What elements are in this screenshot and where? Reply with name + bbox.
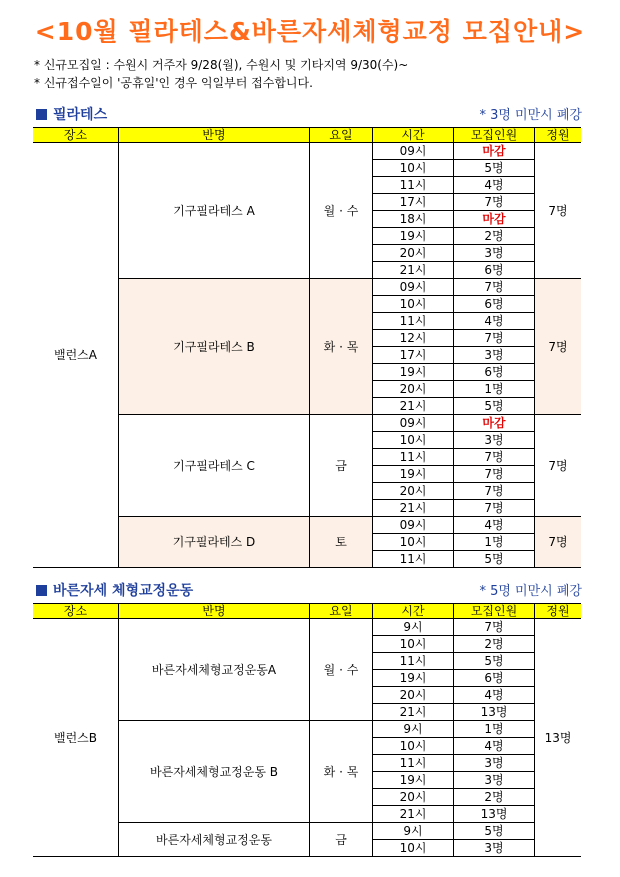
time-cell: 19시 xyxy=(373,364,454,381)
time-cell: 11시 xyxy=(373,177,454,194)
notice-holiday: * 신규접수일이 '공휴일'인 경우 익일부터 접수합니다. xyxy=(34,76,313,90)
enrollment-count-cell: 4명 xyxy=(454,687,535,704)
enrollment-count-cell: 7명 xyxy=(454,279,535,296)
enrollment-count-cell: 4명 xyxy=(454,177,535,194)
class-day-cell: 월 · 수 xyxy=(310,619,373,721)
class-day-cell: 화 · 목 xyxy=(310,721,373,823)
time-cell: 11시 xyxy=(373,551,454,568)
enrollment-count-cell: 2명 xyxy=(454,228,535,245)
enrollment-count-cell: 마감 xyxy=(454,415,535,432)
time-cell: 10시 xyxy=(373,296,454,313)
page-title: <10월 필라테스&바른자세체형교정 모집안내> xyxy=(34,17,586,46)
enrollment-count-cell: 7명 xyxy=(454,330,535,347)
header-row xyxy=(33,604,581,619)
enrollment-count-cell: 5명 xyxy=(454,653,535,670)
header-class: 반명 xyxy=(119,128,310,143)
enrollment-count-cell: 7명 xyxy=(454,449,535,466)
section-title: 필라테스 xyxy=(53,107,108,123)
time-cell: 09시 xyxy=(373,517,454,534)
time-cell: 10시 xyxy=(373,432,454,449)
class-name-cell: 바른자세체형교정운동 xyxy=(119,823,310,857)
header-time: 시간 xyxy=(373,128,454,143)
enrollment-count-cell: 5명 xyxy=(454,160,535,177)
class-day-cell: 화 · 목 xyxy=(310,279,373,415)
enrollment-count-cell: 13명 xyxy=(454,806,535,823)
table-row xyxy=(33,143,581,160)
time-cell: 20시 xyxy=(373,381,454,398)
class-name-cell: 기구필라테스 C xyxy=(119,415,310,517)
enrollment-count-cell: 1명 xyxy=(454,534,535,551)
header-capacity: 정원 xyxy=(535,128,582,143)
enrollment-count-cell: 1명 xyxy=(454,381,535,398)
header-time: 시간 xyxy=(373,604,454,619)
class-name-cell: 기구필라테스 A xyxy=(119,143,310,279)
square-bullet-icon xyxy=(36,585,47,596)
place-cell: 밸런스B xyxy=(33,619,119,857)
class-name-cell: 기구필라테스 B xyxy=(119,279,310,415)
place-cell: 밸런스A xyxy=(33,143,119,568)
capacity-cell: 7명 xyxy=(535,143,582,279)
time-cell: 11시 xyxy=(373,755,454,772)
enrollment-count-cell: 3명 xyxy=(454,840,535,857)
capacity-cell: 7명 xyxy=(535,415,582,517)
header-row xyxy=(33,128,581,143)
minimum-enrollment-note: * 5명 미만시 폐강 xyxy=(479,584,582,599)
enrollment-count-cell: 4명 xyxy=(454,517,535,534)
time-cell: 19시 xyxy=(373,670,454,687)
enrollment-count-cell: 3명 xyxy=(454,347,535,364)
enrollment-count-cell: 13명 xyxy=(454,704,535,721)
time-cell: 10시 xyxy=(373,738,454,755)
enrollment-count-cell: 7명 xyxy=(454,466,535,483)
class-day-cell: 금 xyxy=(310,823,373,857)
enrollment-count-cell: 1명 xyxy=(454,721,535,738)
header-count: 모집인원 xyxy=(454,128,535,143)
enrollment-count-cell: 2명 xyxy=(454,789,535,806)
enrollment-count-cell: 6명 xyxy=(454,262,535,279)
time-cell: 19시 xyxy=(373,228,454,245)
enrollment-count-cell: 7명 xyxy=(454,483,535,500)
table-row xyxy=(33,619,581,636)
time-cell: 20시 xyxy=(373,687,454,704)
time-cell: 10시 xyxy=(373,840,454,857)
enrollment-count-cell: 7명 xyxy=(454,194,535,211)
enrollment-count-cell: 3명 xyxy=(454,755,535,772)
capacity-cell: 7명 xyxy=(535,517,582,568)
time-cell: 10시 xyxy=(373,534,454,551)
time-cell: 10시 xyxy=(373,160,454,177)
time-cell: 17시 xyxy=(373,194,454,211)
time-cell: 9시 xyxy=(373,823,454,840)
time-cell: 11시 xyxy=(373,653,454,670)
header-place: 장소 xyxy=(33,604,119,619)
time-cell: 21시 xyxy=(373,704,454,721)
header-class: 반명 xyxy=(119,604,310,619)
capacity-cell: 13명 xyxy=(535,619,582,857)
time-cell: 21시 xyxy=(373,500,454,517)
section-pilates-heading xyxy=(36,104,582,122)
enrollment-count-cell: 3명 xyxy=(454,432,535,449)
enrollment-count-cell: 6명 xyxy=(454,296,535,313)
time-cell: 21시 xyxy=(373,262,454,279)
time-cell: 12시 xyxy=(373,330,454,347)
time-cell: 11시 xyxy=(373,449,454,466)
header-place: 장소 xyxy=(33,128,119,143)
header-day: 요일 xyxy=(310,128,373,143)
time-cell: 20시 xyxy=(373,789,454,806)
time-cell: 9시 xyxy=(373,721,454,738)
enrollment-count-cell: 5명 xyxy=(454,398,535,415)
time-cell: 09시 xyxy=(373,279,454,296)
enrollment-count-cell: 3명 xyxy=(454,772,535,789)
time-cell: 18시 xyxy=(373,211,454,228)
enrollment-count-cell: 5명 xyxy=(454,823,535,840)
enrollment-count-cell: 4명 xyxy=(454,738,535,755)
enrollment-count-cell: 마감 xyxy=(454,211,535,228)
capacity-cell: 7명 xyxy=(535,279,582,415)
class-name-cell: 바른자세체형교정운동A xyxy=(119,619,310,721)
enrollment-count-cell: 6명 xyxy=(454,670,535,687)
time-cell: 20시 xyxy=(373,483,454,500)
enrollment-count-cell: 2명 xyxy=(454,636,535,653)
time-cell: 09시 xyxy=(373,143,454,160)
enrollment-count-cell: 6명 xyxy=(454,364,535,381)
notice-recruit-date: * 신규모집일 : 수원시 거주자 9/28(월), 수원시 및 기타지역 9/30(수)~ xyxy=(34,58,409,72)
time-cell: 9시 xyxy=(373,619,454,636)
class-name-cell: 바른자세체형교정운동 B xyxy=(119,721,310,823)
header-count: 모집인원 xyxy=(454,604,535,619)
section-title: 바른자세 체형교정운동 xyxy=(53,583,194,599)
enrollment-count-cell: 5명 xyxy=(454,551,535,568)
time-cell: 11시 xyxy=(373,313,454,330)
time-cell: 19시 xyxy=(373,772,454,789)
time-cell: 10시 xyxy=(373,636,454,653)
square-bullet-icon xyxy=(36,109,47,120)
time-cell: 09시 xyxy=(373,415,454,432)
posture-schedule-table xyxy=(33,603,581,857)
time-cell: 19시 xyxy=(373,466,454,483)
minimum-enrollment-note: * 3명 미만시 폐강 xyxy=(479,108,582,123)
notice-list xyxy=(34,56,408,92)
pilates-schedule-table xyxy=(33,127,581,568)
header-capacity: 정원 xyxy=(535,604,582,619)
time-cell: 17시 xyxy=(373,347,454,364)
time-cell: 20시 xyxy=(373,245,454,262)
class-day-cell: 금 xyxy=(310,415,373,517)
section-posture-heading xyxy=(36,580,582,598)
enrollment-count-cell: 7명 xyxy=(454,619,535,636)
class-name-cell: 기구필라테스 D xyxy=(119,517,310,568)
class-day-cell: 월 · 수 xyxy=(310,143,373,279)
header-day: 요일 xyxy=(310,604,373,619)
time-cell: 21시 xyxy=(373,398,454,415)
class-day-cell: 토 xyxy=(310,517,373,568)
enrollment-count-cell: 마감 xyxy=(454,143,535,160)
time-cell: 21시 xyxy=(373,806,454,823)
enrollment-count-cell: 4명 xyxy=(454,313,535,330)
enrollment-count-cell: 7명 xyxy=(454,500,535,517)
enrollment-count-cell: 3명 xyxy=(454,245,535,262)
